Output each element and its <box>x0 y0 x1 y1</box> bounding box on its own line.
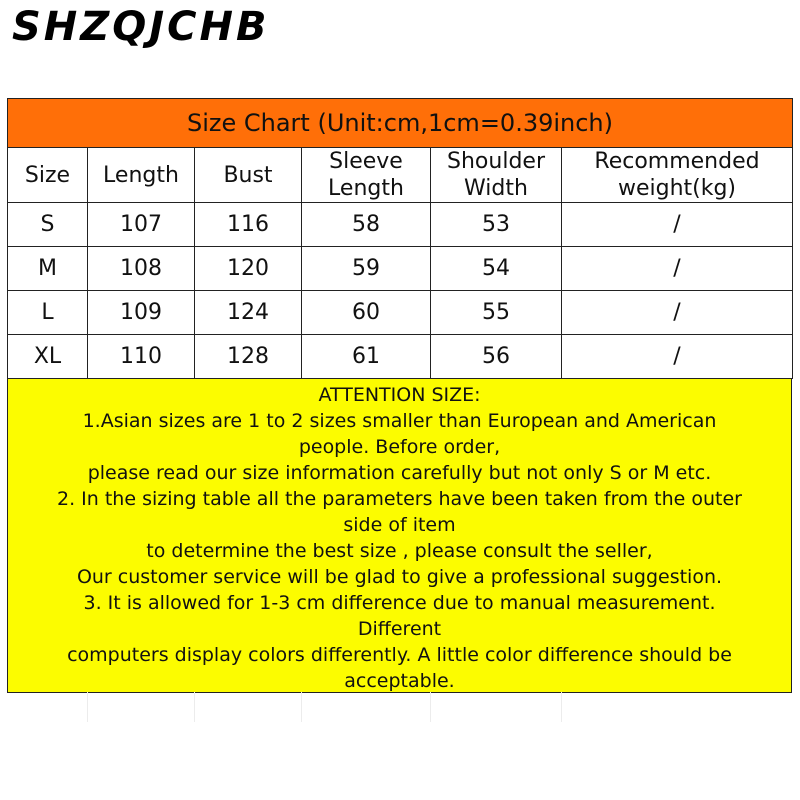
notice-line: acceptable. <box>344 670 455 692</box>
faint-grid-remnants <box>7 692 792 800</box>
header-cell-line: Width <box>464 176 528 201</box>
table-cell: XL <box>8 335 88 379</box>
header-cell-line: Bust <box>223 162 273 188</box>
header-cell-line: Length <box>103 162 179 188</box>
table-cell: 53 <box>431 203 562 247</box>
header-cell <box>195 148 302 203</box>
table-cell: 128 <box>195 335 302 379</box>
header-cell <box>88 148 195 203</box>
table-cell: / <box>562 291 793 335</box>
table-cell: 108 <box>88 247 195 291</box>
header-cell-line: Length <box>328 176 404 201</box>
table-row <box>8 203 793 247</box>
table-row <box>8 291 793 335</box>
table-cell: S <box>8 203 88 247</box>
notice-line: 1.Asian sizes are 1 to 2 sizes smaller than European and American <box>82 410 717 432</box>
table-cell: 110 <box>88 335 195 379</box>
notice-line: computers display colors differently. A little color difference should be <box>67 644 732 666</box>
size-chart-sheet <box>7 98 792 693</box>
notice-line: Different <box>357 618 442 640</box>
notice-line: Our customer service will be glad to give a professional suggestion. <box>76 566 723 588</box>
header-cell-line: Size <box>24 162 71 188</box>
notice-line: side of item <box>343 514 456 536</box>
header-cell <box>431 148 562 203</box>
size-chart-table <box>7 98 793 379</box>
table-row <box>8 247 793 291</box>
header-cell-line: Sleeve <box>329 149 403 174</box>
table-cell: 109 <box>88 291 195 335</box>
header-cell <box>562 148 793 203</box>
table-cell: 58 <box>302 203 431 247</box>
table-cell: / <box>562 247 793 291</box>
header-row <box>8 148 793 203</box>
attention-notice <box>7 379 792 693</box>
size-rows <box>8 203 793 379</box>
notice-line: people. Before order, <box>298 436 501 458</box>
table-cell: 56 <box>431 335 562 379</box>
table-cell: 116 <box>195 203 302 247</box>
notice-line: 2. In the sizing table all the parameters have been taken from the outer <box>57 488 742 510</box>
table-cell: 59 <box>302 247 431 291</box>
table-cell: 124 <box>195 291 302 335</box>
table-cell: M <box>8 247 88 291</box>
table-cell: 120 <box>195 247 302 291</box>
notice-line: ATTENTION SIZE: <box>318 384 481 406</box>
table-cell: 55 <box>431 291 562 335</box>
table-cell: 107 <box>88 203 195 247</box>
chart-title: Size Chart (Unit:cm,1cm=0.39inch) <box>8 99 793 148</box>
table-row <box>8 335 793 379</box>
table-cell: / <box>562 335 793 379</box>
table-cell: 54 <box>431 247 562 291</box>
header-cell <box>8 148 88 203</box>
brand-logo-text: SHZQJCHB <box>12 4 270 50</box>
table-cell: 60 <box>302 291 431 335</box>
header-cell-line: weight(kg) <box>617 176 737 201</box>
table-cell: / <box>562 203 793 247</box>
table-cell: 61 <box>302 335 431 379</box>
header-cell-line: Shoulder <box>447 149 545 174</box>
notice-line: please read our size information carefully but not only S or M etc. <box>87 462 712 484</box>
header-cell-line: Recommended <box>594 149 760 174</box>
table-cell: L <box>8 291 88 335</box>
notice-line: to determine the best size , please consult the seller, <box>146 540 653 562</box>
notice-line: 3. It is allowed for 1-3 cm difference due to manual measurement. <box>83 592 716 614</box>
header-cell <box>302 148 431 203</box>
